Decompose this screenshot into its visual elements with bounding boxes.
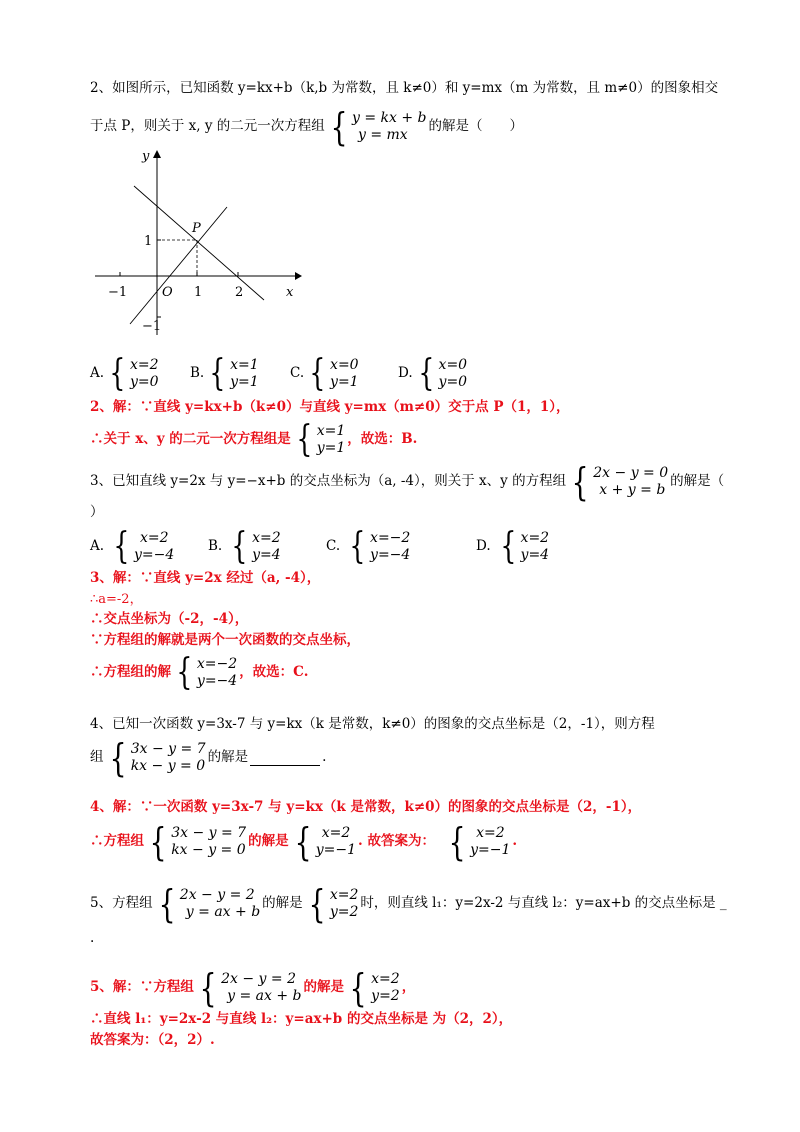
q5-sol-text-5: 故答案为：（2，2）. [90, 1032, 215, 1048]
q3-line2 [90, 506, 104, 520]
q5-sol-text-1: 5、解：∵方程组 [90, 979, 194, 996]
q4-ans-y: y=−1 [470, 842, 511, 858]
option-y: y=4 [252, 547, 281, 563]
q3-sol-text-1: 3、解：∵直线 y=2x 经过（a, -4）， [90, 570, 321, 586]
brace-icon: { [349, 526, 366, 567]
q5-line2 [90, 932, 94, 946]
option-x: x=1 [230, 357, 259, 373]
brace-icon: { [149, 820, 167, 864]
option-x: x=0 [438, 357, 468, 373]
q3-text-3: ） [90, 504, 104, 520]
brace-icon: { [308, 882, 326, 926]
q5-sol-y: y=2 [371, 988, 400, 1004]
q5-sol-x: x=2 [371, 971, 400, 987]
brace-icon: { [209, 353, 226, 394]
graph-tick-label-2: 2 [235, 285, 244, 300]
brace-icon: { [349, 966, 367, 1010]
brace-icon: { [500, 526, 517, 567]
q2-sol-text-2: ∴关于 x、y 的二元一次方程组是 [90, 431, 291, 448]
option-x: x=2 [139, 530, 169, 546]
q5-line1 [90, 882, 727, 926]
brace-icon: { [448, 820, 466, 864]
brace-icon: { [571, 460, 589, 504]
q2-solution-line1 [90, 401, 570, 415]
q3-options [90, 526, 576, 567]
option-x: x=2 [252, 530, 281, 546]
q5-sol-text-2: 的解是 [303, 979, 344, 996]
q3-sol-x: x=−2 [196, 656, 238, 672]
q3-option-a [90, 526, 208, 567]
q5-y: y=2 [329, 904, 359, 920]
q4-sol-eq-1: 3x − y = 7 [171, 825, 247, 841]
option-letter: A. [90, 365, 105, 382]
option-letter: C. [326, 538, 341, 555]
q3-text-1: 3、已知直线 y=2x 与 y=−x+b 的交点坐标为（a, -4），则关于 x、y 的方程组 [90, 473, 567, 490]
option-x: x=−2 [370, 530, 411, 546]
q3-option-b [208, 526, 326, 567]
q4-sol-y: y=−1 [315, 842, 357, 858]
brace-icon: { [199, 966, 217, 1010]
option-letter: B. [208, 538, 223, 555]
q5-sol-eq-2: y = ax + b [227, 988, 302, 1004]
q2-eq-2: y = mx [357, 127, 408, 143]
q3-solution-line1 [90, 572, 320, 586]
option-x: x=0 [330, 357, 359, 373]
q4-line1 [90, 718, 655, 732]
q5-eq-2: y = ax + b [185, 904, 261, 920]
q5-sol-text-4: ∴直线 l₁：y=2x-2 与直线 l₂：y=ax+b 的交点坐标是 为（2，2）， [90, 1011, 513, 1027]
q3-sol-text-3: ∴交点坐标为（-2，-4）， [90, 611, 249, 627]
option-letter: A. [90, 538, 105, 555]
q2-options [90, 353, 498, 394]
brace-icon: { [294, 820, 312, 864]
q4-ans-x: x=2 [476, 825, 505, 841]
q4-sol-text-4: . 故答案为： [358, 833, 435, 850]
q4-eq-2: kx − y = 0 [130, 758, 206, 774]
q4-sol-x: x=2 [321, 825, 351, 841]
brace-icon: { [109, 736, 127, 780]
option-y: y=−4 [370, 547, 411, 563]
option-x: x=2 [129, 357, 159, 373]
q2-option-b [190, 353, 290, 394]
q3-eq-1: 2x − y = 0 [593, 465, 669, 481]
q4-sol-text-2: ∴方程组 [90, 833, 144, 850]
q2-graph [90, 140, 310, 340]
q3-text-2: 的解是（ [670, 473, 725, 490]
q2-solution-line2 [90, 419, 418, 460]
q4-eq-1: 3x − y = 7 [130, 741, 206, 757]
answer-blank[interactable] [250, 751, 320, 766]
option-letter: C. [290, 365, 305, 382]
q3-option-c [326, 526, 476, 567]
brace-icon: { [113, 526, 130, 567]
q4-sol-text-1: 4、解：∵一次函数 y=3x-7 与 y=kx（k 是常数，k≠0）的图象的交点坐标是（2，-1）， [90, 799, 642, 815]
q2-sol-y: y=1 [316, 440, 346, 456]
graph-x-label: x [286, 285, 294, 300]
q5-x: x=2 [329, 887, 359, 903]
brace-icon: { [418, 353, 435, 394]
q2-text-3: 的解是（ ） [428, 118, 523, 135]
brace-icon: { [158, 882, 176, 926]
brace-icon: { [176, 652, 193, 693]
graph-tick-label-neg1: −1 [108, 285, 128, 300]
q2-eq-1: y = kx + b [351, 110, 427, 126]
q2-option-c [290, 353, 398, 394]
q3-sol-text-5: ∴方程组的解 [90, 664, 171, 681]
q3-option-d [476, 526, 576, 567]
option-letter: D. [476, 538, 491, 555]
q4-text-3: 的解是 [207, 749, 249, 766]
option-letter: B. [190, 365, 205, 382]
q2-sol-text-1: 2、解：∵直线 y=kx+b（k≠0）与直线 y=mx（m≠0）交于点 P（1，1）， [90, 399, 570, 415]
q2-text-1: 2、如图所示，已知函数 y=kx+b（k,b 为常数，且 k≠0）和 y=mx（m 为常数，且 m≠0）的图象相交 [90, 80, 719, 96]
q4-line2 [90, 736, 327, 780]
q2-sol-x: x=1 [316, 423, 346, 439]
q5-sol-eq-1: 2x − y = 2 [221, 971, 296, 987]
option-y: y=1 [330, 374, 359, 390]
q4-sol-text-3: 的解是 [248, 833, 289, 850]
q3-sol-text-4: ∵方程组的解就是两个一次函数的交点坐标， [90, 632, 360, 648]
graph-y-tick-label-1: 1 [144, 234, 153, 249]
option-y: y=4 [520, 547, 550, 563]
brace-icon: { [296, 419, 313, 460]
q5-text-4: . [90, 930, 95, 946]
option-y: y=1 [230, 374, 259, 390]
q3-sol-text-2: ∴a=-2， [90, 592, 143, 607]
q4-solution-line1 [90, 801, 641, 815]
q3-solution-line5 [90, 652, 309, 693]
q2-text-2: 于点 P，则关于 x, y 的二元一次方程组 [90, 118, 325, 135]
q4-sol-text-5: . [512, 833, 518, 850]
q3-solution-line2 [90, 593, 143, 606]
q5-solution-line2 [90, 1013, 512, 1027]
option-y: y=−4 [133, 547, 175, 563]
x-arrow-icon [295, 272, 302, 280]
q3-sol-y: y=−4 [196, 673, 238, 689]
q4-solution-line2 [90, 820, 518, 864]
q3-solution-line4 [90, 634, 360, 648]
q4-text-1: 4、已知一次函数 y=3x-7 与 y=kx（k 是常数，k≠0）的图象的交点坐标是（2，-1），则方程 [90, 716, 655, 732]
option-y: y=0 [129, 374, 159, 390]
y-arrow-icon [153, 150, 161, 158]
brace-icon: { [109, 353, 126, 394]
option-y: y=0 [438, 374, 468, 390]
graph-y-tick-label-neg1: −1 [142, 319, 162, 334]
q3-sol-text-6: ，故选：C. [239, 664, 309, 681]
graph-tick-label-1: 1 [194, 285, 203, 300]
q2-option-d [398, 353, 498, 394]
q5-text-1: 5、方程组 [90, 895, 153, 912]
q2-sol-text-3: ，故选：B. [347, 431, 418, 448]
brace-icon: { [330, 105, 348, 149]
graph-origin-label: O [162, 285, 173, 300]
q5-solution-line3 [90, 1034, 215, 1048]
brace-icon: { [231, 526, 248, 567]
q3-line1 [90, 460, 725, 504]
graph-p-label: P [192, 221, 201, 236]
option-letter: D. [398, 365, 413, 382]
q3-solution-line3 [90, 613, 248, 627]
graph-y-label: y [142, 149, 150, 164]
brace-icon: { [309, 353, 326, 394]
q2-system [327, 105, 427, 149]
q3-eq-2: x + y = b [599, 482, 666, 498]
q2-line1 [90, 82, 718, 96]
q5-text-2: 的解是 [262, 895, 303, 912]
option-x: x=2 [520, 530, 550, 546]
q2-option-a [90, 353, 190, 394]
q4-text-2: 组 [90, 749, 104, 766]
line-y-kx-b [134, 186, 264, 300]
q4-text-4: . [322, 749, 327, 766]
q4-sol-eq-2: kx − y = 0 [171, 842, 246, 858]
q5-sol-text-3: ， [401, 979, 416, 996]
q5-eq-1: 2x − y = 2 [179, 887, 255, 903]
q5-text-3: 时，则直线 l₁：y=2x-2 与直线 l₂：y=ax+b 的交点坐标是 _ [360, 895, 727, 912]
q5-solution-line1 [90, 966, 416, 1010]
